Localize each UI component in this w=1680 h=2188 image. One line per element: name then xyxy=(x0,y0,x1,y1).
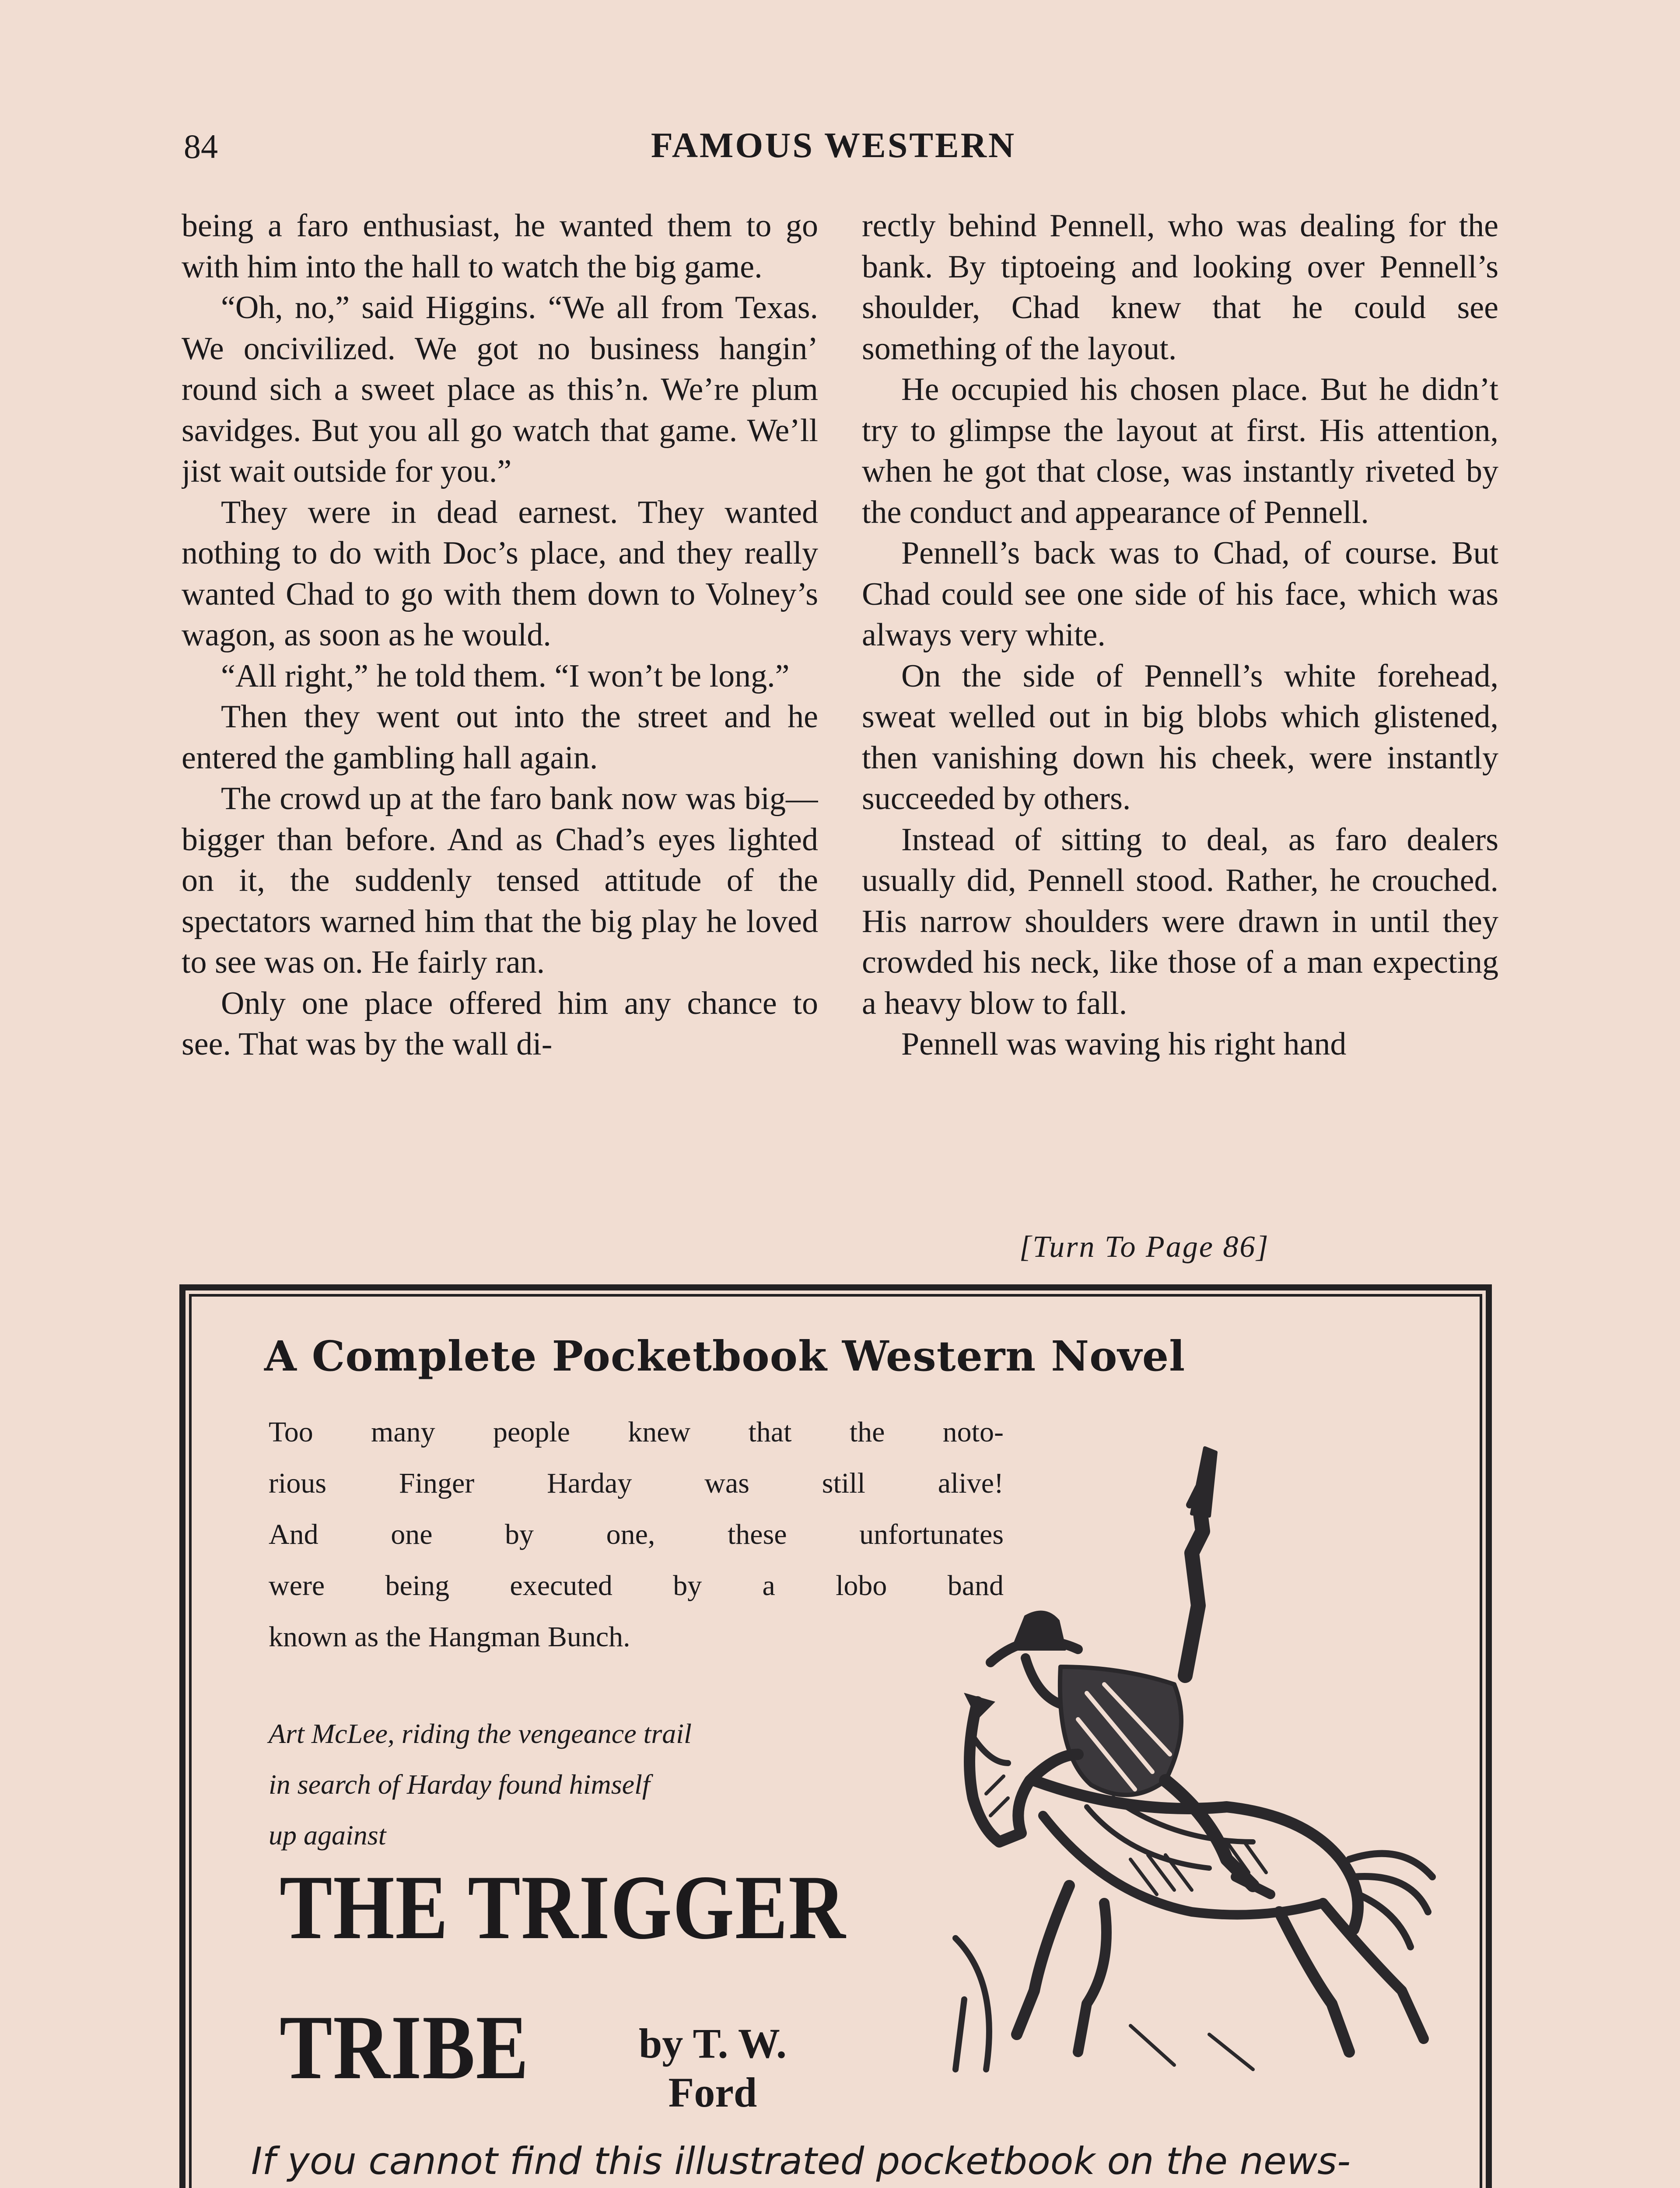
teaser-line: in search of Harday found himself xyxy=(269,1769,650,1800)
page-header xyxy=(179,123,1488,175)
right-column xyxy=(862,206,1498,1287)
teaser-line: Art McLee, riding the vengeance trail xyxy=(269,1718,692,1749)
ad-order-info xyxy=(251,2137,1432,2188)
page-number: 84 xyxy=(184,127,218,165)
blurb-line: And one by one, these unfortunates xyxy=(269,1518,1004,1550)
book-title-line-1: THE TRIGGER xyxy=(280,1857,847,1958)
book-title-line-2: TRIBE xyxy=(280,1997,529,2098)
blurb-line: known as the Hangman Bunch. xyxy=(269,1621,630,1653)
magazine-title: FAMOUS WESTERN xyxy=(651,125,1016,165)
teaser-line: up against xyxy=(269,1820,386,1851)
author-byline xyxy=(590,2019,835,2117)
byline-line: by T. W. xyxy=(638,2020,787,2067)
left-column xyxy=(182,206,818,1287)
ad-teaser xyxy=(269,1708,1012,1861)
paragraph: Pennell was waving his right hand xyxy=(901,1026,1347,1062)
paragraph: They were in dead earnest. They wanted nothing to do with Doc’s place, and they really wanted Chad to go with them down to Volney’s wagon, as soon as he would. xyxy=(182,494,818,653)
blurb-line: Too many people knew that the noto- xyxy=(269,1416,1004,1448)
paragraph: Instead of sitting to deal, as faro dealers usually did, Pennell stood. Rather, he crouched. His narrow shoulders were drawn in until they crowded his neck, like those of a man expecting a heavy blow to fall. xyxy=(862,821,1498,1021)
paragraph: On the side of Pennell’s white forehead, sweat welled out in big blobs which glistened, then vanishing down his cheek, were instantly succeeded by others. xyxy=(862,658,1498,817)
blurb-line: rious Finger Harday was still alive! xyxy=(269,1467,1004,1499)
article-columns xyxy=(182,206,1498,1287)
paragraph: “All right,” he told them. “I won’t be long.” xyxy=(221,658,790,694)
byline-line: Ford xyxy=(668,2069,757,2116)
ad-blurb xyxy=(269,1406,1004,1662)
order-info-line: If you cannot find this illustrated pocketbook on the news- xyxy=(251,2139,1351,2183)
paragraph: Then they went out into the street and he entered the gambling hall again. xyxy=(182,699,818,776)
paragraph: Only one place offered him any chance to see. That was by the wall di- xyxy=(182,985,818,1062)
pocketbook-advertisement xyxy=(179,1284,1492,2188)
paragraph: rectly behind Pennell, who was dealing for the bank. By tiptoeing and looking over Pennell’s shoulder, Chad knew that he could see something of the layout. xyxy=(862,208,1498,367)
paragraph: being a faro enthusiast, he wanted them to go with him into the hall to watch the big game. xyxy=(182,208,818,285)
blurb-line: were being executed by a lobo band xyxy=(269,1570,1004,1602)
ad-headline: A Complete Pocketbook Western Novel xyxy=(264,1332,1186,1381)
cowboy-on-horse-illustration xyxy=(947,1422,1454,2078)
continued-note: [Turn To Page 86] xyxy=(1019,1230,1270,1264)
paragraph: The crowd up at the faro bank now was big—bigger than before. And as Chad’s eyes lighted on it, the suddenly tensed attitude of the spectators warned him that the big play he loved to see was on. He fairly ran. xyxy=(182,781,818,980)
paragraph: Pennell’s back was to Chad, of course. But Chad could see one side of his face, which was always very white. xyxy=(862,535,1498,653)
order-info-line xyxy=(251,2185,1432,2188)
paragraph: “Oh, no,” said Higgins. “We all from Texas. We oncivilized. We got no business hangin’ round sich a sweet place as this’n. We’re plum savidges. But you all go watch that game. We’ll jist wait outside for you.” xyxy=(182,290,818,489)
paragraph: He occupied his chosen place. But he didn’t try to glimpse the layout at first. His attention, when he got that close, was instantly riveted by the conduct and appearance of Pennell. xyxy=(862,372,1498,530)
